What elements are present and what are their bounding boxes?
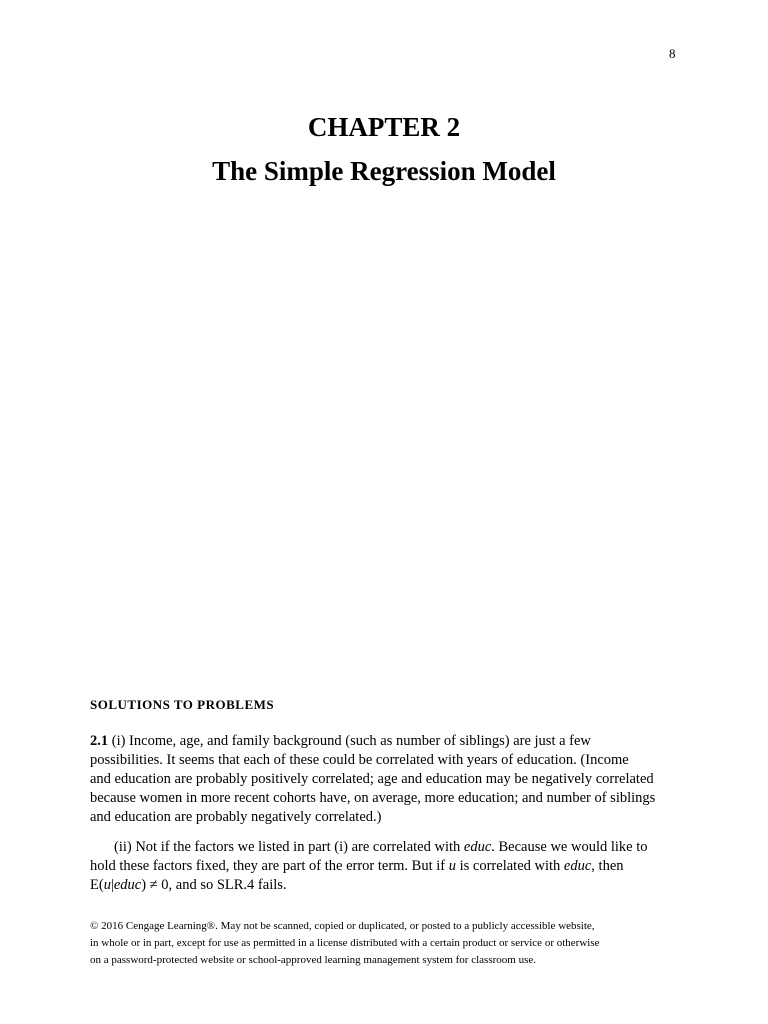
text-run: , then <box>591 858 624 874</box>
paragraph-line: and education are probably negatively correlated.) <box>90 809 382 825</box>
paragraph-line: because women in more recent cohorts have, on average, more education; and number of siblings <box>90 790 656 806</box>
paragraph-line: and education are probably positively correlated; age and education may be negatively correlated <box>90 771 654 787</box>
copyright-line: © 2016 Cengage Learning®. May not be scanned, copied or duplicated, or posted to a publicly accessible website, <box>90 920 595 932</box>
copyright-line: in whole or in part, except for use as permitted in a license distributed with a certain product or service or otherwise <box>90 937 600 949</box>
copyright-line: on a password-protected website or school-approved learning management system for classroom use. <box>90 954 536 966</box>
variable-educ: educ <box>113 877 142 893</box>
problem-2-1-part-ii <box>90 838 690 895</box>
text-run: is correlated with <box>456 858 564 874</box>
paragraph-line: possibilities. It seems that each of these could be correlated with years of education. (Income <box>90 752 629 768</box>
chapter-title: The Simple Regression Model <box>212 156 556 186</box>
problem-number: 2.1 <box>90 733 109 749</box>
text-run: E( <box>90 877 104 893</box>
variable-educ: educ <box>563 858 592 874</box>
paragraph-line <box>90 857 690 876</box>
text-run: . Because we would like to <box>491 839 648 855</box>
variable-u: u <box>448 858 456 874</box>
paragraph-text: (i) Income, age, and family background (such as number of siblings) are just a few <box>108 733 591 749</box>
copyright-notice <box>90 918 690 969</box>
text-run: hold these factors fixed, they are part of the error term. But if <box>90 858 449 874</box>
variable-educ: educ <box>463 839 492 855</box>
problem-2-1-part-i <box>90 732 690 827</box>
text-run: | <box>110 877 114 893</box>
paragraph-line <box>90 732 690 751</box>
paragraph-line <box>90 876 690 895</box>
text-run: ) ≠ 0, and so SLR.4 fails. <box>141 877 287 893</box>
page-number: 8 <box>669 46 676 61</box>
text-run: (ii) Not if the factors we listed in part (i) are correlated with <box>114 839 464 855</box>
variable-u: u <box>103 877 111 893</box>
section-heading: SOLUTIONS TO PROBLEMS <box>90 697 275 712</box>
chapter-label: CHAPTER 2 <box>307 112 461 142</box>
paragraph-line <box>90 838 690 857</box>
